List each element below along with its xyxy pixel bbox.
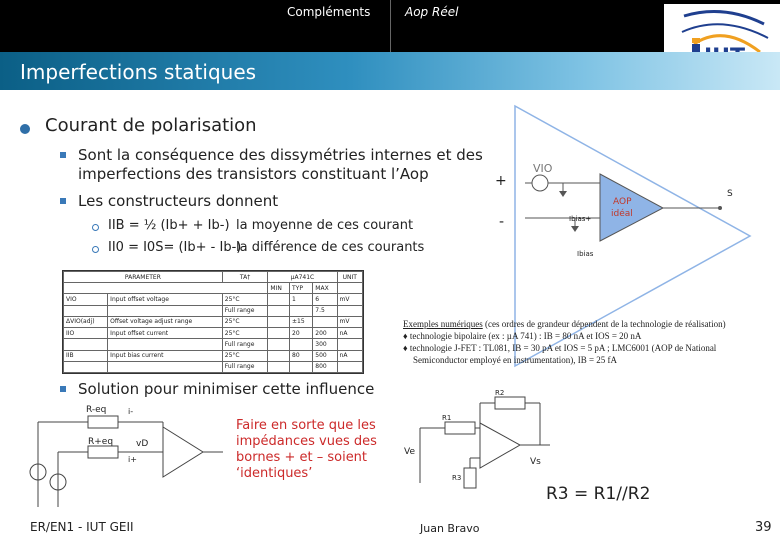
table-cell: 500: [313, 350, 337, 361]
datasheet-table: [62, 270, 364, 374]
table-cell: [108, 305, 223, 316]
r3-label: R3: [452, 474, 462, 482]
table-cell: 25°C: [222, 316, 268, 327]
ibias-plus-label: Ibias+: [569, 215, 592, 223]
table-row: [64, 361, 363, 372]
notes-heading: Exemples numériques: [403, 319, 483, 329]
i-plus-label: i+: [128, 455, 137, 464]
table-cell: 25°C: [222, 294, 268, 305]
table-cell: [337, 361, 362, 372]
table-cell: Offset voltage adjust range: [108, 316, 223, 327]
table-row: [64, 339, 363, 350]
table-cell: VIO: [64, 294, 108, 305]
table-cell: mV: [337, 316, 362, 327]
table-row: [64, 316, 363, 327]
table-cell: Input bias current: [108, 350, 223, 361]
output-s-label: S: [727, 189, 733, 199]
table-cell: 25°C: [222, 328, 268, 339]
table-cell: [64, 339, 108, 350]
vs-label: Vs: [530, 457, 541, 467]
table-cell: [268, 316, 290, 327]
table-row: [64, 328, 363, 339]
compensation-formula: R3 = R1//R2: [546, 484, 651, 504]
bullet-marker: [60, 386, 66, 392]
table-cell: ΔVIO(adj): [64, 316, 108, 327]
ideal-label: idéal: [611, 209, 633, 219]
vio-label: VIO: [533, 162, 553, 175]
numerical-examples: Exemples numériques (ces ordres de grandeur dépendent de la technologie de réalisation) ♦ technologie bipolaire (ex : µA 741) : IB = 80 nA et IOS = 20 nA ♦ technologie J-FET : TL081, IB = 30 pA et IOS = 5 pA ; LMC6001 (AOP de National Semiconductor employé en instrumentation), IB = 25 fA: [403, 318, 765, 366]
r-eq-minus-label: R-eq: [86, 405, 107, 415]
table-cell: Full range: [222, 361, 268, 372]
table-cell: mV: [337, 294, 362, 305]
bullet-1-line-2: imperfections des transistors constituant l’Aop: [78, 165, 429, 183]
table-cell: IIO: [64, 328, 108, 339]
table-cell: nA: [337, 328, 362, 339]
table-row: [64, 294, 363, 305]
table-cell: [337, 339, 362, 350]
table-cell: [268, 361, 290, 372]
table-cell: IIB: [64, 350, 108, 361]
sub-bullet-1-desc: la moyenne de ces courant: [236, 218, 414, 233]
plus-input-label: +: [495, 173, 507, 189]
footer-author: Juan Bravo: [420, 522, 480, 535]
i-minus-label: i-: [128, 407, 134, 416]
table-subheader: MAX: [313, 283, 337, 294]
r1-label: R1: [442, 414, 452, 422]
table-cell: [290, 339, 313, 350]
sub-bullet-marker: [92, 246, 99, 253]
table-cell: [268, 328, 290, 339]
table-cell: 800: [313, 361, 337, 372]
table-cell: [290, 361, 313, 372]
ve-label: Ve: [404, 447, 415, 457]
table-cell: Full range: [222, 339, 268, 350]
table-cell: [268, 350, 290, 361]
table-cell: [268, 305, 290, 316]
table-cell: [290, 305, 313, 316]
table-cell: [268, 294, 290, 305]
sub-bullet-1-formula: IIB = ½ (Ib+ + Ib-): [108, 218, 230, 233]
table-header: PARAMETER: [64, 272, 223, 283]
table-cell: 6: [313, 294, 337, 305]
minus-input-label: -: [499, 214, 505, 230]
table-cell: Full range: [222, 305, 268, 316]
bullet-3: Solution pour minimiser cette influence: [78, 380, 375, 398]
table-cell: 1: [290, 294, 313, 305]
design-tip-note: Faire en sorte que les impédances vues des bornes + et – soient ‘identiques’: [236, 418, 377, 481]
page-number: 39: [755, 520, 772, 535]
table-cell: 80: [290, 350, 313, 361]
table-row: [64, 350, 363, 361]
table-cell: Input offset current: [108, 328, 223, 339]
table-cell: 25°C: [222, 350, 268, 361]
notes-line-2: technologie bipolaire (ex : µA 741) : IB = 80 nA et IOS = 20 nA: [409, 331, 642, 341]
ibias-label: Ibias: [577, 250, 594, 258]
table-cell: [108, 361, 223, 372]
section-heading: Courant de polarisation: [45, 115, 257, 136]
section-bullet: [20, 124, 30, 134]
table-cell: 200: [313, 328, 337, 339]
table-header: UNIT: [337, 272, 362, 283]
table-cell: nA: [337, 350, 362, 361]
bias-circuit-left: [28, 402, 228, 512]
bias-compensation-circuit: [400, 388, 560, 498]
bullet-marker: [60, 198, 66, 204]
table-cell: [64, 305, 108, 316]
vd-label: vD: [136, 439, 149, 449]
table-cell: [268, 339, 290, 350]
sub-bullet-2-desc: la différence de ces courants: [236, 240, 425, 255]
table-cell: ±15: [290, 316, 313, 327]
r-eq-plus-label: R+eq: [88, 437, 114, 447]
table-cell: Input offset voltage: [108, 294, 223, 305]
header-left-label: Compléments: [287, 5, 371, 19]
table-cell: [337, 305, 362, 316]
r2-label: R2: [495, 389, 505, 397]
bullet-marker: [60, 152, 66, 158]
header-right-label: Aop Réel: [405, 5, 459, 19]
bullet-2: Les constructeurs donnent: [78, 192, 279, 210]
table-cell: [313, 316, 337, 327]
footer-course: ER/EN1 - IUT GEII: [30, 520, 134, 534]
table-cell: 7.5: [313, 305, 337, 316]
table-row: [64, 305, 363, 316]
table-cell: [108, 339, 223, 350]
table-header: µA741C: [268, 272, 337, 283]
notes-line-3: technologie J-FET : TL081, IB = 30 pA et IOS = 5 pA ; LMC6001 (AOP de National: [409, 343, 717, 353]
table-cell: 300: [313, 339, 337, 350]
table-subheader: TYP: [290, 283, 313, 294]
slide-title: Imperfections statiques: [20, 60, 257, 84]
table-cell: 20: [290, 328, 313, 339]
aop-label: AOP: [613, 197, 632, 207]
sub-bullet-2-formula: II0 = I0S= (Ib+ - Ib-): [108, 240, 242, 255]
table-header: TA†: [222, 272, 268, 283]
notes-line-1: (ces ordres de grandeur dépendent de la technologie de réalisation): [484, 319, 726, 329]
bullet-1-line-1: Sont la conséquence des dissymétries internes et des: [78, 146, 483, 164]
table-cell: [64, 361, 108, 372]
table-subheader: MIN: [268, 283, 290, 294]
notes-line-4: Semiconductor employé en instrumentation), IB = 25 fA: [413, 355, 618, 365]
sub-bullet-marker: [92, 224, 99, 231]
